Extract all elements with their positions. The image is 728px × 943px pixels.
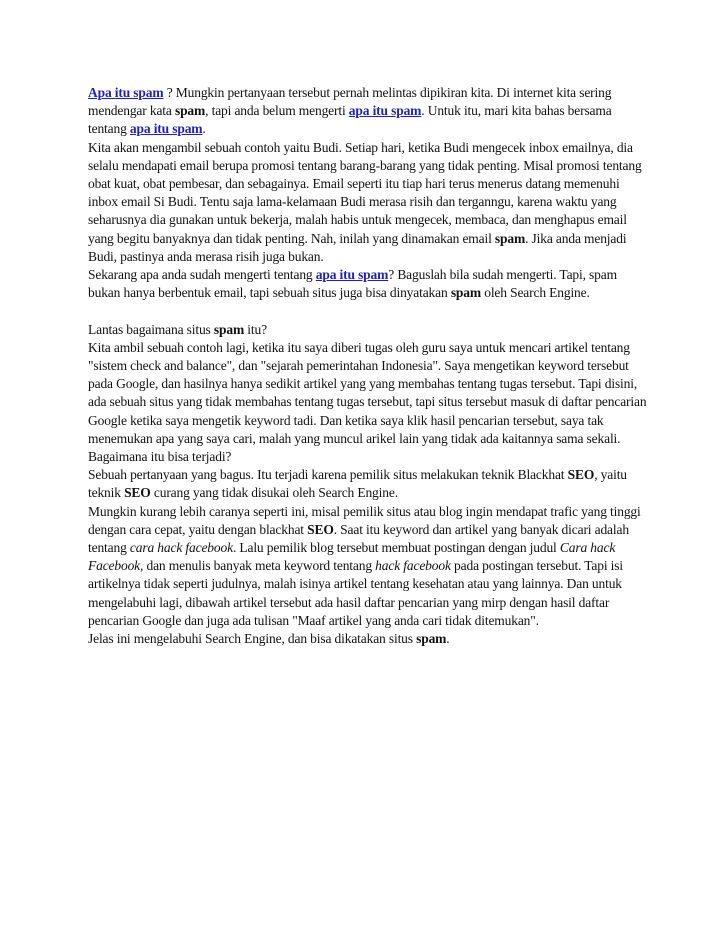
now-paragraph: [88, 266, 650, 302]
budi-text: Kita akan mengambil sebuah contoh yaitu Budi. Setiap hari, ketika Budi mengecek inbox emailnya, dia selalu mendapati email berupa promosi tentang barang-barang yang tidak penting. Misal promosi tentang obat kuat, obat pembesar, dan sebagainya. Email seperti itu tiap hari terus menerus datang memenuhi inbox email Si Budi. Tentu saja lama-kelamaan Budi merasa risih dan terganngu, karena waktu yang seharusnya dia gunakan untuk bekerja, malah habis untuk mengecek, membaca, dan menghapus email yang begitu banyaknya dan tidak penting. Nah, inilah yang dinamakan email: [88, 139, 642, 246]
italic-keyword: cara hack facebook: [129, 540, 233, 556]
bold-seo: SEO: [307, 521, 334, 537]
bold-spam: spam: [174, 103, 206, 119]
method-text: pada postingan tersebut. Tapi isi artikelnya tidak seperti judulnya, malah isinya artikel tentang kesehatan atau yang lainnya. Dan untuk mengelabuhi lagi, dibawah artikel tersebut ada hasil daftar pencarian yang mirp dengan hasil daftar pencarian Google dan juga ada tulisan "Maaf artikel yang anda cari tidak ditemukan".: [88, 558, 623, 628]
budi-paragraph: [88, 139, 650, 266]
italic-keyword: Cara hack Facebook: [88, 540, 616, 574]
answer-text: , yaitu teknik: [88, 467, 627, 501]
link-apa-itu-spam[interactable]: apa itu spam: [129, 121, 203, 137]
closing-paragraph: [88, 630, 650, 648]
bold-spam: spam: [494, 230, 526, 246]
intro-text: , tapi anda belum mengerti: [205, 103, 349, 119]
now-text: ? Baguslah bila sudah mengerti. Tapi, spam bukan hanya berbentuk email, tapi sebuah situs juga bisa dinyatakan: [88, 267, 617, 301]
now-text: Sekarang apa anda sudah mengerti tentang: [88, 267, 316, 283]
closing-text: Jelas ini mengelabuhi Search Engine, dan bisa dikatakan situs: [88, 631, 417, 647]
italic-keyword: hack facebook: [375, 558, 451, 574]
method-text: Mungkin kurang lebih caranya seperti ini, misal pemilik situs atau blog ingin mendapat trafic yang tinggi dengan cara cepat, yaitu dengan blackhat: [88, 503, 641, 537]
now-text: oleh Search Engine.: [481, 285, 590, 301]
intro-text: ? Mungkin pertanyaan tersebut pernah melintas dipikiran kita. Di internet kita sering mendengar kata: [88, 85, 612, 119]
example-paragraph: Kita ambil sebuah contoh lagi, ketika itu saya diberi tugas oleh guru saya untuk mencari artikel tentang "sistem check and balance", dan "sejarah pemerintahan Indonesia". Saya mengetikan keyword tersebut pada Google, dan hasilnya hanya sedikit artikel yang yang membahas tentang tugas tersebut. Tapi disini, ada sebuah situs yang tidak membahas tentang tugas tersebut, tapi situs tersebut masuk di daftar pencarian Google ketika saya mengetik keyword tadi. Dan ketika saya klik hasil pencarian tersebut, saya tak menemukan apa yang saya cari, malah yang muncul arikel lain yang tidak ada kaitannya sama sekali.: [88, 339, 647, 446]
answer-paragraph: [88, 466, 650, 502]
question-text: itu?: [244, 321, 267, 337]
bold-spam: spam: [450, 285, 481, 301]
method-text: . Saat itu keyword dan artikel yang banyak dicari adalah tentang: [88, 521, 629, 556]
how-paragraph: Bagaimana itu bisa terjadi?: [88, 449, 232, 465]
answer-text: Sebuah pertanyaan yang bagus. Itu terjadi karena pemilik situs melakukan teknik Blackhat: [88, 467, 568, 483]
question-text: Lantas bagaimana situs: [88, 321, 214, 337]
link-apa-itu-spam[interactable]: Apa itu spam: [88, 85, 164, 100]
intro-paragraph: [88, 84, 650, 139]
article-body: [88, 84, 650, 648]
method-text: . Lalu pemilik blog tersebut membuat postingan dengan judul: [232, 540, 560, 556]
intro-text: . Untuk itu, mari kita bahas bersama tentang: [88, 103, 612, 137]
bold-seo: SEO: [567, 467, 595, 483]
budi-text: . Jika anda menjadi Budi, pastinya anda merasa risih juga bukan.: [88, 230, 627, 264]
method-paragraph: [88, 503, 650, 630]
method-text: , dan menulis banyak meta keyword tentang: [140, 558, 376, 574]
bold-seo: SEO: [124, 485, 151, 501]
bold-spam: spam: [416, 631, 447, 647]
answer-text: curang yang tidak disukai oleh Search Engine.: [150, 485, 398, 501]
link-apa-itu-spam[interactable]: apa itu spam: [315, 267, 389, 283]
intro-text: .: [202, 121, 206, 137]
question-paragraph: [88, 321, 650, 339]
link-apa-itu-spam[interactable]: apa itu spam: [348, 103, 422, 119]
closing-text: .: [446, 631, 450, 647]
bold-spam: spam: [213, 321, 245, 337]
